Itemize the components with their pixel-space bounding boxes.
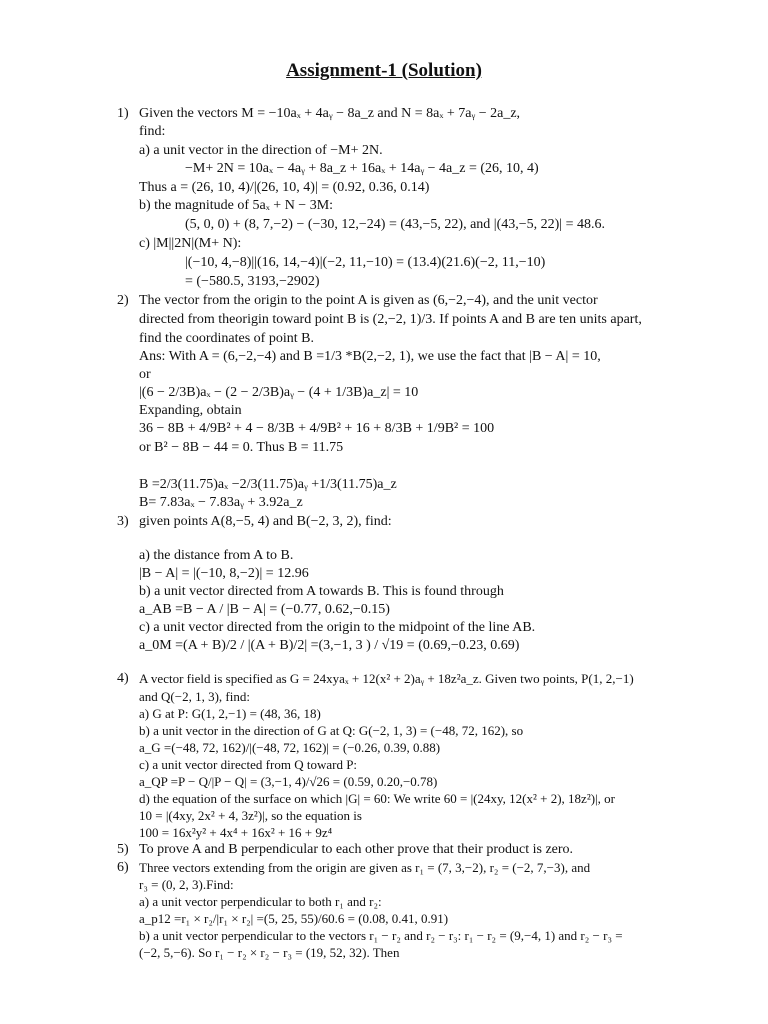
text-line: directed from theorigin toward point B is (2,−2, 1)/3. If points A and B are ten units apart, bbox=[139, 312, 642, 327]
text-line: Thus a = (26, 10, 4)/|(26, 10, 4)| = (0.92, 0.36, 0.14) bbox=[139, 180, 430, 195]
text-line: The vector from the origin to the point A is given as (6,−2,−4), and the unit vector bbox=[139, 293, 598, 308]
text-line: a_0M =(A + B)/2 / |(A + B)/2| =(3,−1, 3 ) / √19 = (0.69,−0.23, 0.69) bbox=[139, 638, 520, 653]
text-line: and Q(−2, 1, 3), find: bbox=[139, 689, 250, 704]
text-line: find the coordinates of point B. bbox=[139, 331, 314, 346]
text-line: a_AB =B − A / |B − A| = (−0.77, 0.62,−0.15) bbox=[139, 602, 390, 617]
text-line: To prove A and B perpendicular to each other prove that their product is zero. bbox=[139, 842, 574, 857]
text-line: −M+ 2N = 10aₓ − 4aᵧ + 8a_z + 16aₓ + 14aᵧ − 4a_z = (26, 10, 4) bbox=[185, 161, 539, 176]
text-line: Three vectors extending from the origin are given as r₁ = (7, 3,−2), r₂ = (−2, 7,−3), and bbox=[139, 860, 591, 875]
text-line: or bbox=[139, 367, 151, 382]
text-line: a_p12 =r₁ × r₂/|r₁ × r₂| =(5, 25, 55)/60.6 = (0.08, 0.41, 0.91) bbox=[139, 911, 449, 926]
text-line: Given the vectors M = −10aₓ + 4aᵧ − 8a_z and N = 8aₓ + 7aᵧ − 2a_z, bbox=[139, 106, 521, 121]
question-number: 3) bbox=[117, 514, 129, 529]
text-line: 10 = |(4xy, 2x² + 4, 3z²)|, so the equation is bbox=[139, 808, 362, 823]
text-line: a) the distance from A to B. bbox=[139, 548, 294, 563]
text-line: (5, 0, 0) + (8, 7,−2) − (−30, 12,−24) = (43,−5, 22), and |(43,−5, 22)| = 48.6. bbox=[185, 217, 605, 232]
text-line: a_G =(−48, 72, 162)/|(−48, 72, 162)| = (−0.26, 0.39, 0.88) bbox=[139, 740, 441, 755]
question-number: 4) bbox=[117, 671, 129, 686]
text-line: c) a unit vector directed from the origin to the midpoint of the line AB. bbox=[139, 620, 536, 635]
text-line: c) |M||2N|(M+ N): bbox=[139, 236, 242, 251]
text-line: find: bbox=[139, 124, 166, 139]
text-line: Ans: With A = (6,−2,−4) and B =1/3 *B(2,−2, 1), we use the fact that |B − A| = 10, bbox=[139, 349, 601, 364]
text-line: a) G at P: G(1, 2,−1) = (48, 36, 18) bbox=[139, 706, 321, 721]
question-number: 5) bbox=[117, 842, 129, 857]
text-line: a_QP =P − Q/|P − Q| = (3,−1, 4)/√26 = (0.59, 0.20,−0.78) bbox=[139, 774, 438, 789]
text-line: 100 = 16x²y² + 4x⁴ + 16x² + 16 + 9z⁴ bbox=[139, 825, 333, 840]
text-line: |(−10, 4,−8)||(16, 14,−4)|(−2, 11,−10) = (13.4)(21.6)(−2, 11,−10) bbox=[185, 255, 546, 270]
text-line: or B² − 8B − 44 = 0. Thus B = 11.75 bbox=[139, 440, 344, 455]
document-title: Assignment-1 (Solution) bbox=[286, 60, 482, 81]
question-number: 1) bbox=[117, 106, 129, 121]
text-line: d) the equation of the surface on which |G| = 60: We write 60 = |(24xy, 12(x² + 2), 18z²)|, or bbox=[139, 791, 615, 806]
text-line: B= 7.83aₓ − 7.83aᵧ + 3.92a_z bbox=[139, 495, 303, 510]
text-line: (−2, 5,−6). So r₁ − r₂ × r₂ − r₃ = (19, 52, 32). Then bbox=[139, 945, 400, 960]
text-line: 36 − 8B + 4/9B² + 4 − 8/3B + 4/9B² + 16 + 8/3B + 1/9B² = 100 bbox=[139, 421, 495, 436]
text-line: b) a unit vector in the direction of G at Q: G(−2, 1, 3) = (−48, 72, 162), so bbox=[139, 723, 524, 738]
text-line: b) a unit vector directed from A towards B. This is found through bbox=[139, 584, 504, 599]
text-line: = (−580.5, 3193,−2902) bbox=[185, 274, 320, 289]
text-line: |B − A| = |(−10, 8,−2)| = 12.96 bbox=[139, 566, 309, 581]
text-line: A vector field is specified as G = 24xyaₓ + 12(x² + 2)aᵧ + 18z²a_z. Given two points, P(1, 2,−1) bbox=[139, 671, 634, 686]
text-line: r₃ = (0, 2, 3).Find: bbox=[139, 877, 234, 892]
text-line: |(6 − 2/3B)aₓ − (2 − 2/3B)aᵧ − (4 + 1/3B)a_z| = 10 bbox=[139, 385, 419, 400]
text-line: b) the magnitude of 5aₓ + N − 3M: bbox=[139, 198, 334, 213]
text-line: given points A(8,−5, 4) and B(−2, 3, 2), find: bbox=[139, 514, 392, 529]
text-line: Expanding, obtain bbox=[139, 403, 242, 418]
text-line: c) a unit vector directed from Q toward P: bbox=[139, 757, 358, 772]
question-number: 2) bbox=[117, 293, 129, 308]
text-line: a) a unit vector perpendicular to both r₁ and r₂: bbox=[139, 894, 382, 909]
question-number: 6) bbox=[117, 860, 129, 875]
text-line: B =2/3(11.75)aₓ −2/3(11.75)aᵧ +1/3(11.75)a_z bbox=[139, 477, 397, 492]
text-line: a) a unit vector in the direction of −M+ 2N. bbox=[139, 143, 383, 158]
text-line: b) a unit vector perpendicular to the vectors r₁ − r₂ and r₂ − r₃: r₁ − r₂ = (9,−4, 1) and r₂ − r₃ = bbox=[139, 928, 623, 943]
